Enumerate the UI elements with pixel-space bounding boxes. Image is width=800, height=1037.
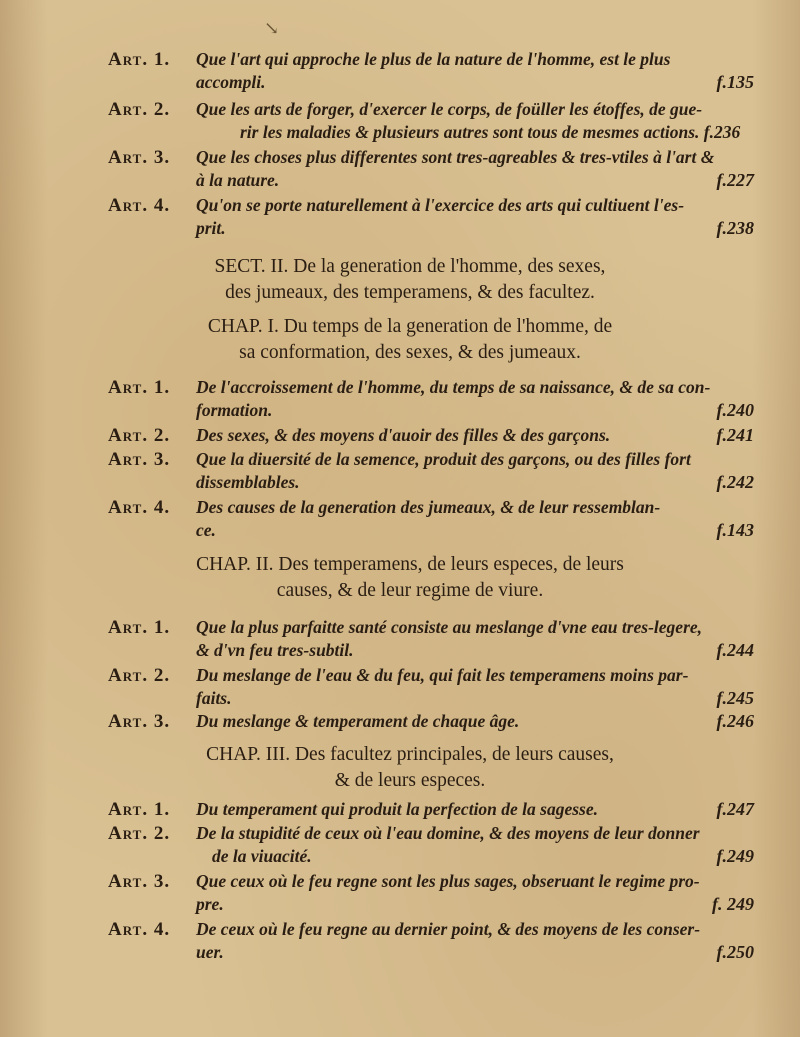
article-title-cont: rir les maladies & plusieurs autres sont tous de mesmes actions. f.236 bbox=[240, 122, 741, 142]
folio: f.245 bbox=[716, 688, 754, 708]
folio: f.240 bbox=[716, 400, 754, 420]
article-title: Que les arts de forger, d'exercer le corps, de foüller les étoffes, de gue- bbox=[196, 99, 703, 119]
toc-entry bbox=[108, 98, 754, 144]
article-label: Art. 3. bbox=[108, 711, 171, 732]
toc-entry bbox=[108, 424, 754, 447]
article-label: Art. 1. bbox=[108, 49, 171, 70]
toc-entry bbox=[108, 918, 754, 964]
article-label: Art. 1. bbox=[108, 617, 171, 638]
chapter-heading bbox=[100, 552, 720, 604]
article-title: Du temperament qui produit la perfection de la sagesse. bbox=[196, 799, 599, 819]
article-title-cont: dissemblables. bbox=[196, 472, 300, 492]
article-title: De l'accroissement de l'homme, du temps de sa naissance, & de sa con- bbox=[196, 377, 711, 397]
chapter-heading-line: CHAP. II. Des temperamens, de leurs especes, de leurs bbox=[196, 554, 624, 575]
article-title: Qu'on se porte naturellement à l'exercice des arts qui cultiuent l'es- bbox=[196, 195, 685, 215]
article-title-cont: prit. bbox=[196, 218, 226, 238]
folio: f. 249 bbox=[712, 894, 754, 914]
article-title-cont: & d'vn feu tres-subtil. bbox=[196, 640, 354, 660]
article-title: De ceux où le feu regne au dernier point, & des moyens de les conser- bbox=[196, 919, 701, 939]
article-label: Art. 3. bbox=[108, 871, 171, 892]
article-title: Que l'art qui approche le plus de la nature de l'homme, est le plus bbox=[196, 49, 671, 69]
article-label: Art. 3. bbox=[108, 147, 171, 168]
chapter-heading-line: CHAP. I. Du temps de la generation de l'homme, de bbox=[207, 316, 613, 337]
article-title: Des causes de la generation des jumeaux, & de leur ressemblan- bbox=[196, 497, 661, 517]
toc-entry bbox=[108, 664, 754, 710]
article-title: Du meslange de l'eau & du feu, qui fait les temperamens moins par- bbox=[196, 665, 689, 685]
chapter-heading bbox=[100, 742, 720, 794]
article-label: Art. 1. bbox=[108, 799, 171, 820]
article-title: Que ceux où le feu regne sont les plus sages, obseruant le regime pro- bbox=[196, 871, 700, 891]
toc-entry bbox=[108, 376, 754, 422]
article-title-cont: ce. bbox=[196, 520, 216, 540]
article-title-cont: à la nature. bbox=[196, 170, 280, 190]
chapter-heading-line: & de leurs especes. bbox=[334, 770, 486, 791]
toc-entry bbox=[108, 496, 754, 542]
section-heading-line: des jumeaux, des temperamens, & des facultez. bbox=[225, 282, 595, 303]
folio: f.242 bbox=[716, 472, 754, 492]
folio: f.246 bbox=[716, 711, 754, 731]
article-title: Des sexes, & des moyens d'auoir des filles & des garçons. bbox=[196, 425, 611, 445]
section-heading-line: SECT. II. De la generation de l'homme, des sexes, bbox=[214, 256, 606, 277]
article-title-cont: accompli. bbox=[196, 72, 266, 92]
folio: f.249 bbox=[716, 846, 754, 866]
folio: f.250 bbox=[716, 942, 754, 962]
article-label: Art. 4. bbox=[108, 195, 171, 216]
article-title-cont: formation. bbox=[196, 400, 273, 420]
article-title: Du meslange & temperament de chaque âge. bbox=[196, 711, 520, 731]
article-label: Art. 2. bbox=[108, 665, 171, 686]
toc-entry bbox=[108, 194, 754, 240]
toc-entry bbox=[108, 710, 754, 733]
article-label: Art. 4. bbox=[108, 497, 171, 518]
toc-entry bbox=[108, 822, 754, 868]
toc-entry bbox=[108, 448, 754, 494]
folio: f.244 bbox=[716, 640, 754, 660]
article-title: Que la diuersité de la semence, produit des garçons, ou des filles fort bbox=[196, 449, 691, 469]
toc-entry bbox=[108, 870, 754, 916]
article-label: Art. 3. bbox=[108, 449, 171, 470]
article-title: Que les choses plus differentes sont tres-agreables & tres-vtiles à l'art & bbox=[196, 147, 715, 167]
folio: f.247 bbox=[716, 799, 754, 819]
article-label: Art. 2. bbox=[108, 425, 171, 446]
article-title-cont: de la viuacité. bbox=[212, 846, 312, 866]
article-label: Art. 2. bbox=[108, 99, 171, 120]
folio: f.227 bbox=[716, 170, 754, 190]
folio: f.143 bbox=[716, 520, 754, 540]
toc-entry bbox=[108, 48, 754, 94]
article-title-cont: pre. bbox=[196, 894, 224, 914]
ornament-mark: ↘ bbox=[264, 18, 280, 38]
article-title-cont: uer. bbox=[196, 942, 224, 962]
article-title: Que la plus parfaitte santé consiste au meslange d'vne eau tres-legere, bbox=[196, 617, 703, 637]
article-title-cont: faits. bbox=[196, 688, 232, 708]
article-label: Art. 1. bbox=[108, 377, 171, 398]
article-label: Art. 2. bbox=[108, 823, 171, 844]
chapter-heading-line: CHAP. III. Des facultez principales, de leurs causes, bbox=[206, 744, 614, 765]
toc-entry bbox=[108, 616, 754, 662]
toc-entry bbox=[108, 146, 754, 192]
chapter-heading-line: causes, & de leur regime de viure. bbox=[276, 580, 544, 601]
article-title: De la stupidité de ceux où l'eau domine, & des moyens de leur donner bbox=[196, 823, 700, 843]
chapter-heading-line: sa conformation, des sexes, & des jumeaux. bbox=[239, 342, 581, 363]
toc-entry bbox=[108, 798, 754, 821]
folio: f.238 bbox=[716, 218, 754, 238]
folio: f.241 bbox=[716, 425, 754, 445]
folio: f.135 bbox=[716, 72, 754, 92]
chapter-heading bbox=[100, 314, 720, 366]
article-label: Art. 4. bbox=[108, 919, 171, 940]
section-heading bbox=[100, 254, 720, 306]
